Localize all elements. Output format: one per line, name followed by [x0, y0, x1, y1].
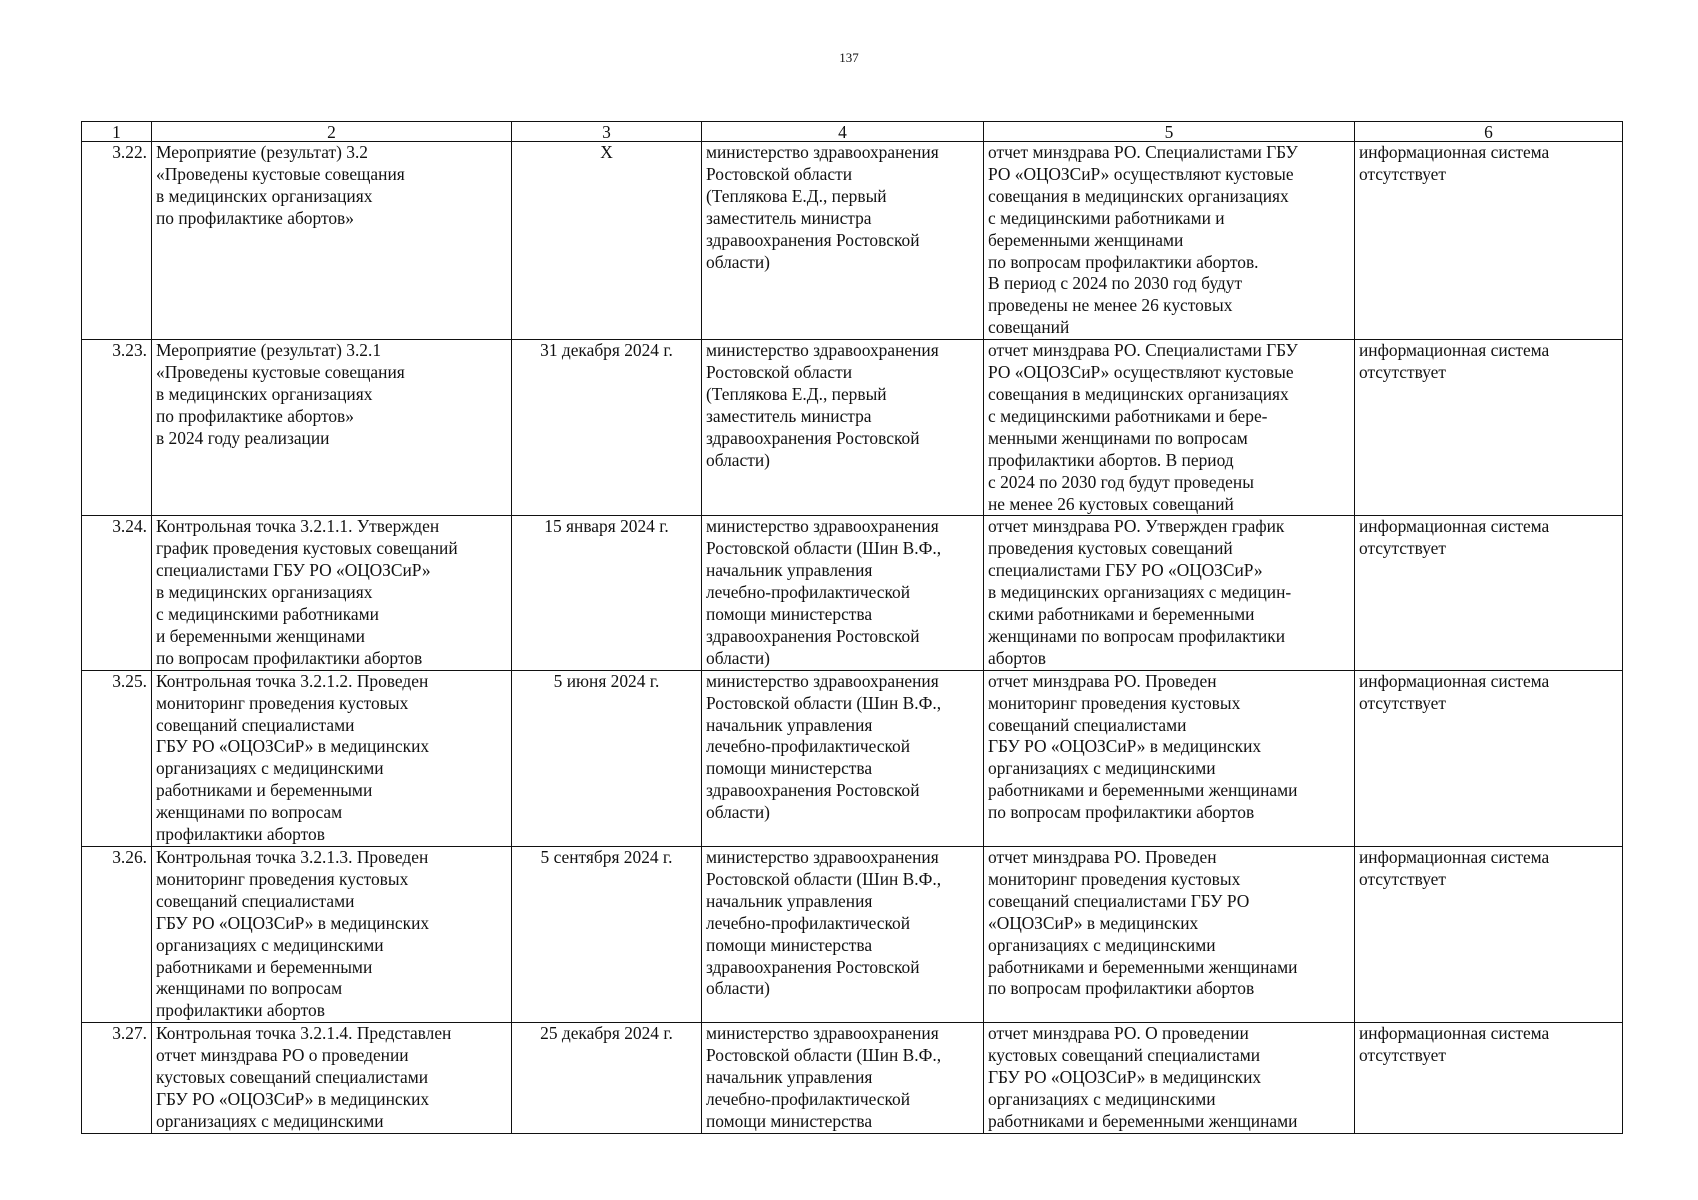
deadline-cell: 25 декабря 2024 г.	[512, 1023, 702, 1134]
document-cell: отчет минздрава РО. О проведении кустовых совещаний специалистами ГБУ РО «ОЦОЗСиР» в медицинских организациях с медицинскими работниками и беременными женщинами	[984, 1023, 1355, 1134]
document-cell: отчет минздрава РО. Проведен мониторинг проведения кустовых совещаний специалистами ГБУ РО «ОЦОЗСиР» в медицинских организациях с медицинскими работниками и беременными женщинами по вопросам профилактики абортов	[984, 670, 1355, 846]
row-number: 3.23.	[82, 340, 152, 516]
column-header: 1	[82, 122, 152, 142]
table-row	[82, 847, 1623, 1023]
table-row	[82, 670, 1623, 846]
row-number: 3.22.	[82, 142, 152, 340]
document-cell: отчет минздрава РО. Специалистами ГБУ РО «ОЦОЗСиР» осуществляют кустовые совещания в медицинских организациях с медицинскими работниками и бере- менными женщинами по вопросам профилактики абортов. В период с 2024 по 2030 год будут проведены не менее 26 кустовых совещаний	[984, 340, 1355, 516]
deadline-cell: 15 января 2024 г.	[512, 516, 702, 670]
info-system-cell: информационная система отсутствует	[1355, 516, 1623, 670]
plan-table	[81, 121, 1623, 1134]
deadline-cell: 5 сентября 2024 г.	[512, 847, 702, 1023]
document-cell: отчет минздрава РО. Проведен мониторинг проведения кустовых совещаний специалистами ГБУ РО «ОЦОЗСиР» в медицинских организациях с медицинскими работниками и беременными женщинами по вопросам профилактики абортов	[984, 847, 1355, 1023]
responsible-cell: министерство здравоохранения Ростовской области (Теплякова Е.Д., первый заместитель министра здравоохранения Ростовской области)	[702, 142, 984, 340]
event-cell: Контрольная точка 3.2.1.3. Проведен мониторинг проведения кустовых совещаний специалистами ГБУ РО «ОЦОЗСиР» в медицинских организациях с медицинскими работниками и беременными женщинами по вопросам профилактики абортов	[152, 847, 512, 1023]
table-row	[82, 1023, 1623, 1134]
column-header: 3	[512, 122, 702, 142]
event-cell: Мероприятие (результат) 3.2 «Проведены кустовые совещания в медицинских организациях по профилактике абортов»	[152, 142, 512, 340]
table-row	[82, 516, 1623, 670]
page-number: 137	[839, 50, 859, 65]
deadline-cell: 31 декабря 2024 г.	[512, 340, 702, 516]
table-row	[82, 142, 1623, 340]
responsible-cell: министерство здравоохранения Ростовской области (Шин В.Ф., начальник управления лечебно-профилактической помощи министерства здравоохранения Ростовской области)	[702, 847, 984, 1023]
info-system-cell: информационная система отсутствует	[1355, 670, 1623, 846]
row-number: 3.27.	[82, 1023, 152, 1134]
responsible-cell: министерство здравоохранения Ростовской области (Теплякова Е.Д., первый заместитель министра здравоохранения Ростовской области)	[702, 340, 984, 516]
row-number: 3.24.	[82, 516, 152, 670]
info-system-cell: информационная система отсутствует	[1355, 142, 1623, 340]
event-cell: Контрольная точка 3.2.1.4. Представлен отчет минздрава РО о проведении кустовых совещаний специалистами ГБУ РО «ОЦОЗСиР» в медицинских организациях с медицинскими	[152, 1023, 512, 1134]
info-system-cell: информационная система отсутствует	[1355, 847, 1623, 1023]
event-cell: Контрольная точка 3.2.1.2. Проведен мониторинг проведения кустовых совещаний специалистами ГБУ РО «ОЦОЗСиР» в медицинских организациях с медицинскими работниками и беременными женщинами по вопросам профилактики абортов	[152, 670, 512, 846]
deadline-cell: X	[512, 142, 702, 340]
document-cell: отчет минздрава РО. Специалистами ГБУ РО «ОЦОЗСиР» осуществляют кустовые совещания в медицинских организациях с медицинскими работниками и беременными женщинами по вопросам профилактики абортов. В период с 2024 по 2030 год будут проведены не менее 26 кустовых совещаний	[984, 142, 1355, 340]
column-number-row	[82, 122, 1623, 142]
responsible-cell: министерство здравоохранения Ростовской области (Шин В.Ф., начальник управления лечебно-профилактической помощи министерства	[702, 1023, 984, 1134]
document-cell: отчет минздрава РО. Утвержден график проведения кустовых совещаний специалистами ГБУ РО «ОЦОЗСиР» в медицинских организациях с медицин- скими работниками и беременными женщинами по вопросам профилактики абортов	[984, 516, 1355, 670]
column-header: 4	[702, 122, 984, 142]
column-header: 2	[152, 122, 512, 142]
event-cell: Мероприятие (результат) 3.2.1 «Проведены кустовые совещания в медицинских организациях по профилактике абортов» в 2024 году реализации	[152, 340, 512, 516]
responsible-cell: министерство здравоохранения Ростовской области (Шин В.Ф., начальник управления лечебно-профилактической помощи министерства здравоохранения Ростовской области)	[702, 670, 984, 846]
row-number: 3.25.	[82, 670, 152, 846]
column-header: 6	[1355, 122, 1623, 142]
deadline-cell: 5 июня 2024 г.	[512, 670, 702, 846]
info-system-cell: информационная система отсутствует	[1355, 340, 1623, 516]
table-row	[82, 340, 1623, 516]
column-header: 5	[984, 122, 1355, 142]
responsible-cell: министерство здравоохранения Ростовской области (Шин В.Ф., начальник управления лечебно-профилактической помощи министерства здравоохранения Ростовской области)	[702, 516, 984, 670]
row-number: 3.26.	[82, 847, 152, 1023]
info-system-cell: информационная система отсутствует	[1355, 1023, 1623, 1134]
event-cell: Контрольная точка 3.2.1.1. Утвержден график проведения кустовых совещаний специалистами ГБУ РО «ОЦОЗСиР» в медицинских организациях с медицинскими работниками и беременными женщинами по вопросам профилактики абортов	[152, 516, 512, 670]
